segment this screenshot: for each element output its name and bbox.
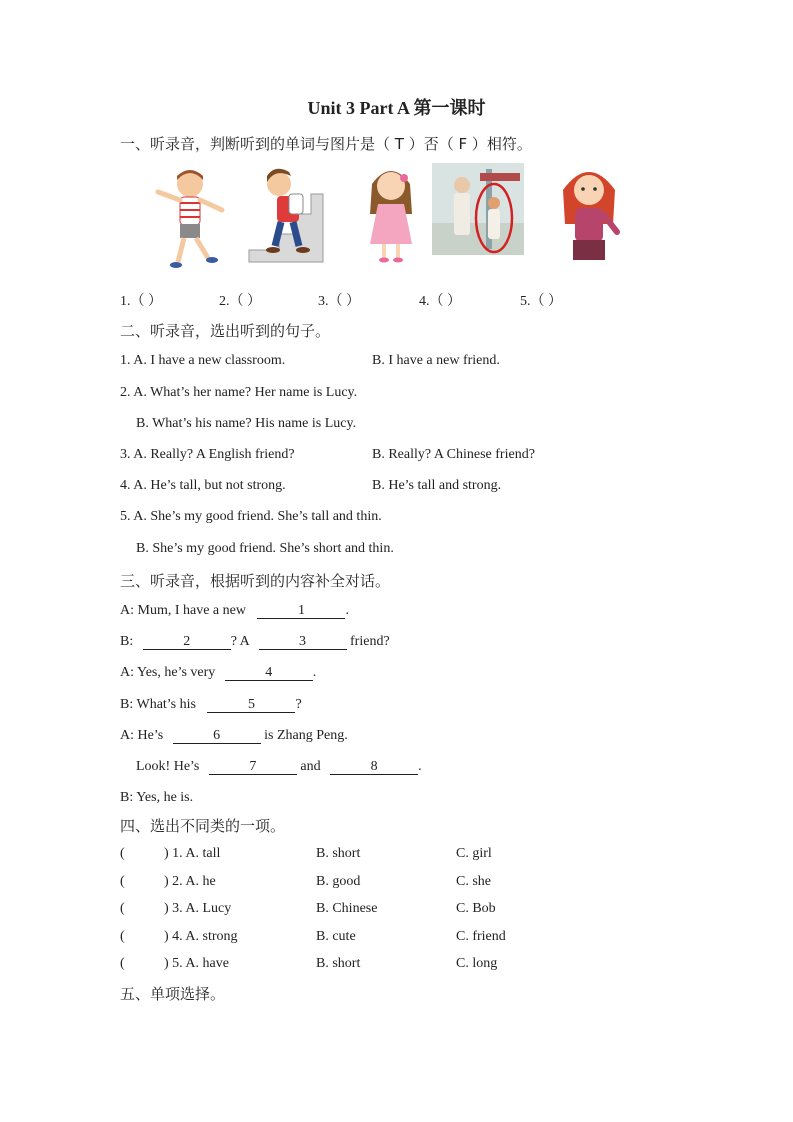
row4-option-b: B. cute (316, 929, 356, 944)
row5-paren[interactable]: ( (120, 956, 125, 971)
girl-red-hair-icon (555, 162, 623, 264)
answer-blank-5[interactable]: 5.（ ） (520, 294, 562, 309)
row2-option-c: C. she (456, 874, 491, 889)
dialogue-line-3: A: Yes, he’s very 4 . (120, 665, 317, 680)
row3-paren[interactable]: ( (120, 901, 125, 916)
dialogue-blank-7[interactable]: 7 (209, 759, 297, 775)
people-photo-icon (432, 163, 524, 255)
answer-blank-2[interactable]: 2.（ ） (219, 294, 261, 309)
dialogue-line-5: A: He’s 6 is Zhang Peng. (120, 728, 348, 743)
answer-blank-4[interactable]: 4.（ ） (419, 294, 461, 309)
q2-option-a: 2. A. What’s her name? Her name is Lucy. (120, 385, 358, 400)
row1-option-c: C. girl (456, 846, 492, 861)
row3-option-c: C. Bob (456, 901, 496, 916)
q3-option-b: B. Really? A Chinese friend? (372, 447, 535, 462)
row2-paren[interactable]: ( (120, 874, 125, 889)
answer-blank-3[interactable]: 3.（ ） (318, 294, 360, 309)
dialogue-blank-4[interactable]: 4 (225, 665, 313, 681)
row1-option-a: ) 1. A. tall (164, 846, 221, 861)
row2-option-b: B. good (316, 874, 361, 889)
page-title: Unit 3 Part A 第一课时 (307, 98, 486, 118)
q4-option-a: 4. A. He’s tall, but not strong. (120, 478, 286, 493)
answer-blank-1[interactable]: 1.（ ） (120, 294, 162, 309)
row4-option-c: C. friend (456, 929, 506, 944)
dialogue-line-2: B: 2 ? A 3 friend? (120, 634, 390, 649)
q5-option-b: B. She’s my good friend. She’s short and thin. (136, 541, 394, 556)
row3-option-a: ) 3. A. Lucy (164, 901, 232, 916)
section-3-heading: 三、听录音，根据听到的内容补全对话。 (120, 572, 391, 590)
boy-icon (150, 166, 230, 270)
dialogue-blank-1[interactable]: 1 (257, 603, 345, 619)
q1-option-a: 1. A. I have a new classroom. (120, 353, 286, 368)
dialogue-blank-8[interactable]: 8 (330, 759, 418, 775)
answer-row (120, 290, 562, 310)
q2-option-b: B. What’s his name? His name is Lucy. (136, 416, 357, 431)
row1-paren[interactable]: ( (120, 846, 125, 861)
section-4-heading: 四、选出不同类的一项。 (120, 817, 286, 835)
row5-option-c: C. long (456, 956, 498, 971)
row1-option-b: B. short (316, 846, 361, 861)
row3-option-b: B. Chinese (316, 901, 378, 916)
section-1-heading: 一、听录音，判断听到的单词与图片是（ T ）否（ F ）相符。 (120, 135, 532, 153)
dialogue-blank-5[interactable]: 5 (207, 697, 295, 713)
row4-paren[interactable]: ( (120, 929, 125, 944)
row5-option-a: ) 5. A. have (164, 956, 229, 971)
q1-option-b: B. I have a new friend. (372, 353, 500, 368)
row2-option-a: ) 2. A. he (164, 874, 216, 889)
picture-row (0, 160, 793, 270)
dialogue-blank-6[interactable]: 6 (173, 728, 261, 744)
q5-option-a: 5. A. She’s my good friend. She’s tall and thin. (120, 509, 382, 524)
dialogue-line-1: A: Mum, I have a new 1 . (120, 603, 349, 618)
section-2-heading: 二、听录音，选出听到的句子。 (120, 322, 331, 340)
section-5-heading: 五、单项选择。 (120, 985, 226, 1003)
q4-option-b: B. He’s tall and strong. (372, 478, 502, 493)
boy-climbing-icon (245, 164, 327, 270)
girl-icon (362, 164, 420, 264)
row4-option-a: ) 4. A. strong (164, 929, 238, 944)
dialogue-line-6: Look! He’s 7 and 8 . (136, 759, 422, 774)
dialogue-line-4: B: What’s his 5 ? (120, 697, 302, 712)
dialogue-line-7: B: Yes, he is. (120, 790, 194, 805)
dialogue-blank-3[interactable]: 3 (259, 634, 347, 650)
row5-option-b: B. short (316, 956, 361, 971)
dialogue-blank-2[interactable]: 2 (143, 634, 231, 650)
q3-option-a: 3. A. Really? A English friend? (120, 447, 295, 462)
